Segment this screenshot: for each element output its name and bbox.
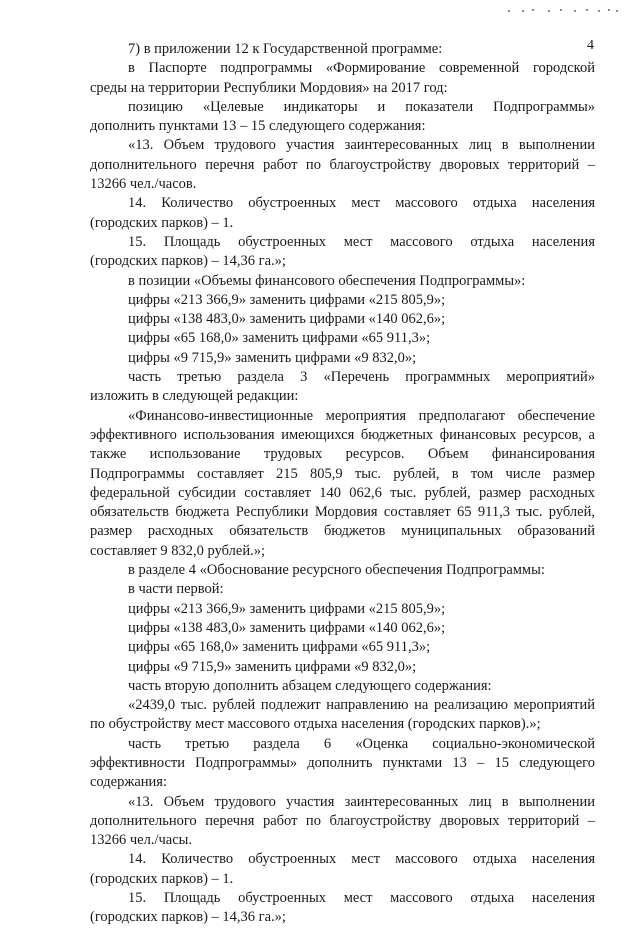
text-line: цифры «213 366,9» заменить цифрами «215 805,9»;: [128, 291, 446, 308]
text-line: обязательств бюджета Республики Мордовия составляет 65 911,3 тыс. рублей,: [90, 504, 595, 521]
text-line: в части первой:: [128, 581, 224, 598]
text-line: цифры «138 483,0» заменить цифрами «140 062,6»;: [128, 619, 446, 636]
text-line: цифры «9 715,9» заменить цифрами «9 832,0»;: [128, 658, 417, 675]
text-line: цифры «65 168,0» заменить цифрами «65 911,3»;: [128, 639, 431, 656]
text-line: «2439,0 тыс. рублей подлежит направлению на реализацию мероприятий: [128, 697, 595, 714]
text-line: эффективности Подпрограммы» дополнить пунктами 13 – 15 следующего: [90, 754, 595, 771]
text-line: в Паспорте подпрограммы «Формирование современной городской: [128, 60, 595, 77]
text-line: 14. Количество обустроенных мест массового отдыха населения: [128, 851, 595, 868]
text-line: цифры «213 366,9» заменить цифрами «215 805,9»;: [128, 600, 446, 617]
page-number: 4: [587, 38, 594, 53]
text-line: эффективного использования имеющихся бюджетных финансовых ресурсов, а: [90, 426, 595, 443]
text-line: «13. Объем трудового участия заинтересованных лиц в выполнении: [128, 793, 595, 810]
text-line: размер расходных обязательств бюджетов муниципальных образований: [90, 523, 595, 540]
text-line: в позиции «Объемы финансового обеспечения Подпрограммы»:: [128, 272, 526, 289]
text-line: дополнить пунктами 13 – 15 следующего содержания:: [90, 118, 426, 135]
text-line: «Финансово-инвестиционные мероприятия предполагают обеспечение: [128, 407, 595, 424]
text-line: «13. Объем трудового участия заинтересованных лиц в выполнении: [128, 137, 595, 154]
text-line: также использование трудовых ресурсов. Объем финансирования: [90, 446, 595, 463]
text-line: 15. Площадь обустроенных мест массового отдыха населения: [128, 890, 595, 907]
text-line: часть третью раздела 3 «Перечень программных мероприятий»: [128, 369, 595, 386]
text-line: 14. Количество обустроенных мест массового отдыха населения: [128, 195, 595, 212]
text-line: цифры «65 168,0» заменить цифрами «65 911,3»;: [128, 330, 431, 347]
text-line: изложить в следующей редакции:: [90, 388, 299, 405]
text-line: 13266 чел./часов.: [90, 176, 197, 193]
document-body: [90, 40, 595, 928]
text-line: часть вторую дополнить абзацем следующего содержания:: [128, 677, 492, 694]
text-line: (городских парков) – 1.: [90, 870, 234, 887]
text-line: Подпрограммы составляет 215 805,9 тыс. рублей, в том числе размер: [90, 465, 595, 482]
text-line: среды на территории Республики Мордовия» на 2017 год:: [90, 79, 448, 96]
text-line: (городских парков) – 1.: [90, 214, 234, 231]
scan-artifact: [508, 7, 620, 13]
text-line: составляет 9 832,0 рублей.»;: [90, 542, 265, 559]
text-line: содержания:: [90, 774, 168, 791]
text-line: часть третью раздела 6 «Оценка социально-экономической: [128, 735, 595, 752]
text-line: федеральной субсидии составляет 140 062,6 тыс. рублей, размер расходных: [90, 484, 595, 501]
text-line: позицию «Целевые индикаторы и показатели Подпрограммы»: [128, 98, 595, 115]
text-line: 7) в приложении 12 к Государственной программе:: [128, 41, 443, 57]
text-line: по обустройству мест массового отдыха населения (городских парков).»;: [90, 716, 541, 733]
text-line: дополнительного перечня работ по благоустройству дворовых территорий –: [90, 812, 595, 829]
text-line: 13266 чел./часы.: [90, 832, 193, 849]
text-line: (городских парков) – 14,36 га.»;: [90, 253, 286, 270]
text-line: дополнительного перечня работ по благоустройству дворовых территорий –: [90, 156, 595, 173]
text-line: 15. Площадь обустроенных мест массового отдыха населения: [128, 233, 595, 250]
text-line: цифры «9 715,9» заменить цифрами «9 832,0»;: [128, 349, 417, 366]
text-line: в разделе 4 «Обоснование ресурсного обеспечения Подпрограммы:: [128, 562, 545, 579]
text-line: цифры «138 483,0» заменить цифрами «140 062,6»;: [128, 311, 446, 328]
text-line: (городских парков) – 14,36 га.»;: [90, 909, 286, 926]
